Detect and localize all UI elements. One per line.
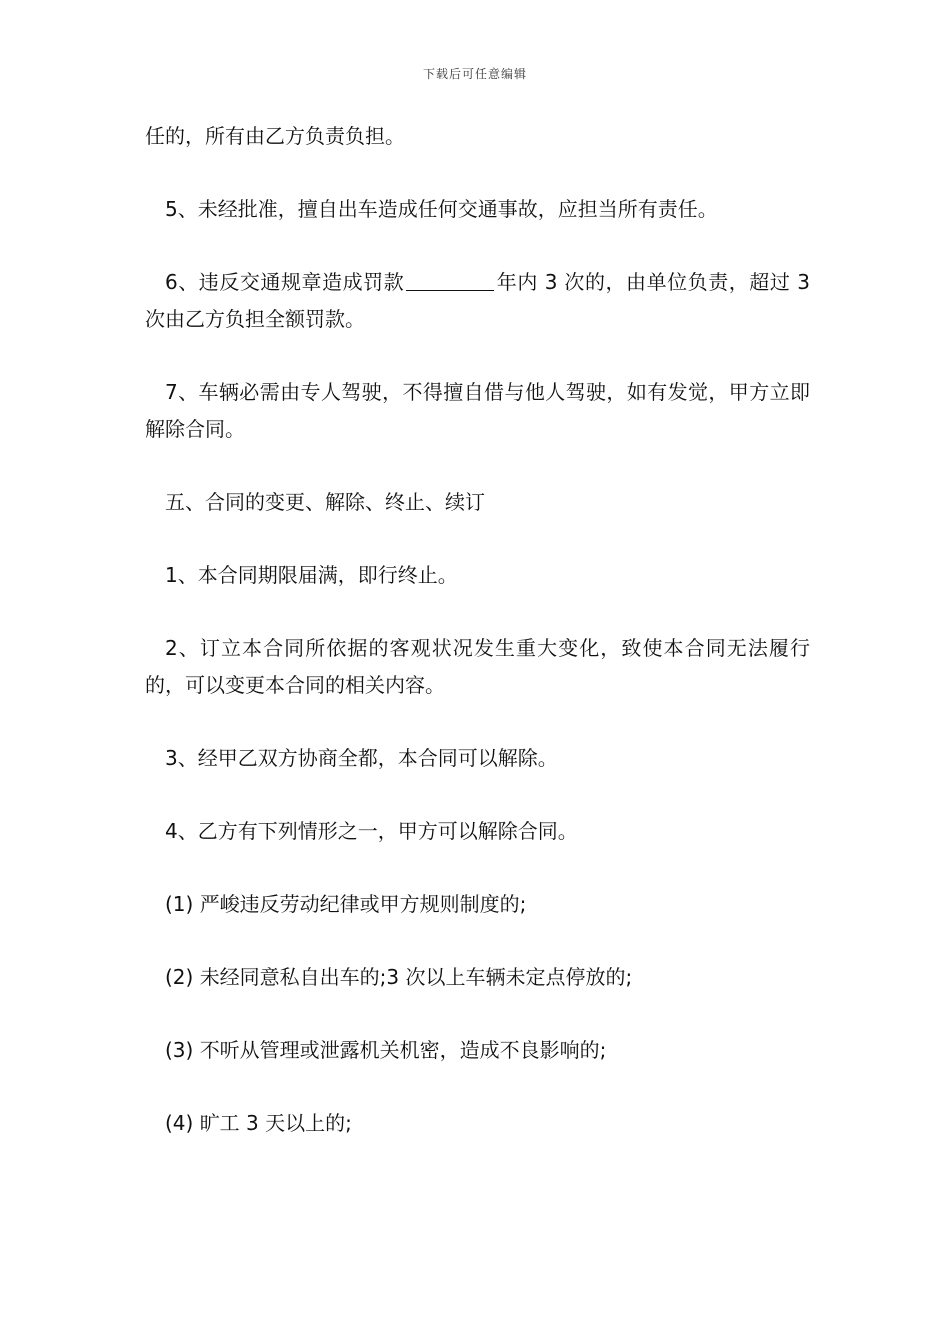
list-item-3: (3) 不听从管理或泄露机关机密，造成不良影响的; bbox=[165, 1038, 607, 1062]
clause-6-text-before: 6、违反交通规章造成罚款 bbox=[165, 270, 405, 294]
list-item-4: (4) 旷工 3 天以上的; bbox=[165, 1111, 352, 1135]
section-heading-5: 五、合同的变更、解除、终止、续订 bbox=[165, 490, 485, 514]
clause-7: 7、车辆必需由专人驾驶，不得擅自借与他人驾驶，如有发觉，甲方立即解除合同。 bbox=[145, 380, 810, 441]
document-body bbox=[145, 118, 810, 1178]
section5-clause-1: 1、本合同期限届满，即行终止。 bbox=[165, 563, 458, 587]
list-item-1: (1) 严峻违反劳动纪律或甲方规则制度的; bbox=[165, 892, 527, 916]
clause-6 bbox=[145, 264, 810, 338]
section5-clause-3: 3、经甲乙双方协商全都，本合同可以解除。 bbox=[165, 746, 558, 770]
clause-5: 5、未经批准，擅自出车造成任何交通事故，应担当所有责任。 bbox=[165, 197, 718, 221]
clause-6-text-after: 年内 3 次的，由单位负责，超过 3 次由乙方负担全额罚款。 bbox=[145, 270, 810, 331]
section5-clause-2: 2、订立本合同所依据的客观状况发生重大变化，致使本合同无法履行的，可以变更本合同的相关内容。 bbox=[145, 636, 810, 697]
list-item-2: (2) 未经同意私自出车的;3 次以上车辆未定点停放的; bbox=[165, 965, 633, 989]
section5-clause-4: 4、乙方有下列情形之一，甲方可以解除合同。 bbox=[165, 819, 578, 843]
fill-in-blank bbox=[406, 270, 494, 291]
page-header-note: 下载后可任意编辑 bbox=[422, 67, 527, 81]
paragraph-continuation: 任的，所有由乙方负责负担。 bbox=[145, 124, 405, 148]
